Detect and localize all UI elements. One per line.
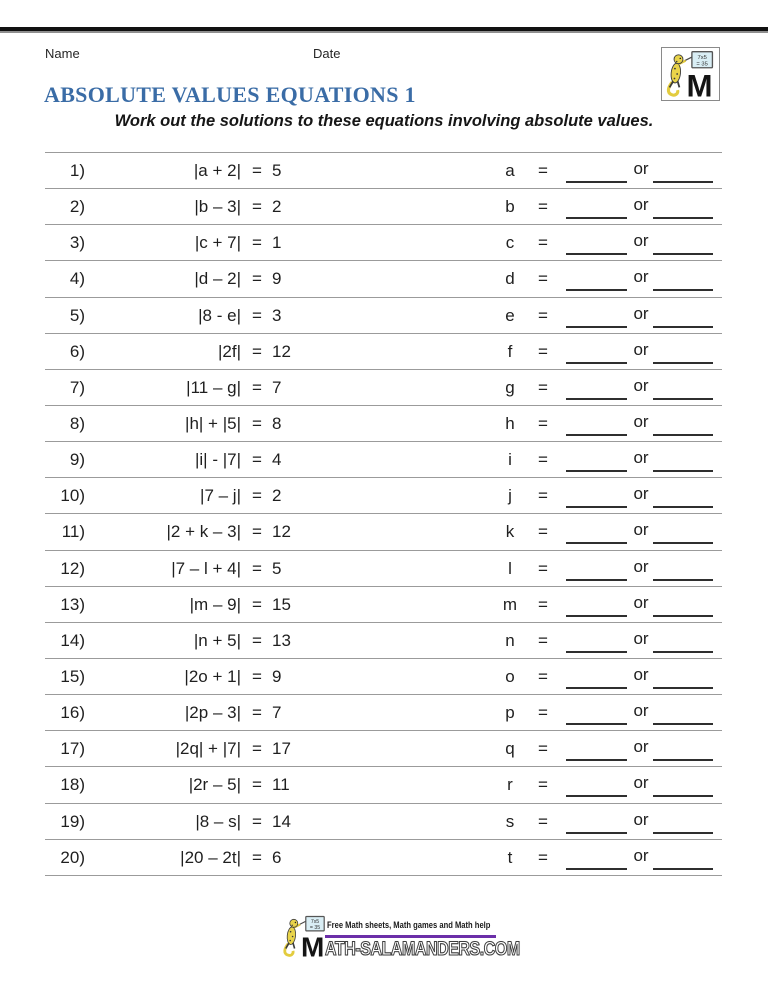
or-label: or	[633, 737, 649, 757]
answer-equals-sign: =	[538, 630, 548, 650]
answer-blank-first	[566, 845, 627, 870]
equation-rhs: 9	[272, 269, 282, 289]
answer-blank-first	[566, 592, 627, 617]
answer-variable: f	[507, 341, 513, 361]
answer-variable: c	[505, 233, 515, 253]
answer-blank-second	[653, 736, 713, 761]
top-divider-rule	[0, 27, 768, 33]
equation-rhs: 2	[272, 197, 282, 217]
answer-blank-second	[653, 772, 713, 797]
answer-blank-first	[566, 194, 627, 219]
answer-blank-second	[653, 700, 713, 725]
or-label: or	[633, 267, 649, 287]
equation-equals-sign: =	[252, 377, 262, 397]
problem-row	[45, 370, 722, 406]
problem-row	[45, 587, 722, 623]
equation-equals-sign: =	[252, 161, 262, 180]
equation-equals-sign: =	[252, 666, 262, 686]
equation-lhs: |8 - e|	[198, 305, 241, 325]
equation-rhs: 7	[272, 377, 282, 397]
problem-number: 9)	[69, 450, 85, 470]
answer-equals-sign: =	[538, 847, 548, 867]
answer-blank-first	[566, 447, 627, 472]
or-label: or	[633, 231, 649, 251]
problem-number: 6)	[69, 341, 85, 361]
problem-row	[45, 406, 722, 442]
answer-variable: k	[505, 522, 515, 542]
or-label: or	[633, 448, 649, 468]
answer-equals-sign: =	[538, 558, 548, 578]
equation-lhs: |m – 9|	[189, 594, 241, 614]
problem-row	[45, 334, 722, 370]
or-label: or	[633, 484, 649, 504]
equation-lhs: |c + 7|	[194, 233, 241, 253]
problem-row	[45, 298, 722, 334]
equation-lhs: |7 – l + 4|	[171, 558, 241, 578]
or-label: or	[633, 303, 649, 323]
answer-equals-sign: =	[538, 341, 548, 361]
equation-equals-sign: =	[252, 630, 262, 650]
problem-number: 7)	[69, 377, 85, 397]
answer-variable: n	[505, 630, 515, 650]
equation-rhs: 13	[272, 630, 291, 650]
answer-equals-sign: =	[538, 413, 548, 433]
answer-variable: r	[507, 775, 513, 795]
answer-blank-second	[653, 628, 713, 653]
answer-blank-second	[653, 266, 713, 291]
name-label: Name	[45, 46, 80, 61]
answer-blank-second	[653, 230, 713, 255]
answer-blank-second	[653, 519, 713, 544]
problem-number: 19)	[60, 811, 85, 831]
equation-equals-sign: =	[252, 486, 262, 506]
problem-number: 4)	[69, 269, 85, 289]
answer-blank-first	[566, 700, 627, 725]
answer-blank-first	[566, 483, 627, 508]
answer-blank-first	[566, 339, 627, 364]
answer-variable: m	[502, 594, 518, 614]
problem-row	[45, 261, 722, 297]
answer-blank-second	[653, 303, 713, 328]
equation-lhs: |a + 2|	[193, 161, 241, 180]
answer-blank-first	[566, 158, 627, 183]
date-label: Date	[313, 46, 341, 61]
equation-equals-sign: =	[252, 269, 262, 289]
answer-variable: t	[507, 847, 513, 867]
problem-row	[45, 442, 722, 478]
answer-variable: b	[505, 197, 515, 217]
equation-rhs: 15	[272, 594, 291, 614]
answer-variable: g	[505, 377, 515, 397]
answer-blank-first	[566, 230, 627, 255]
problem-row	[45, 804, 722, 840]
answer-blank-first	[566, 411, 627, 436]
problem-row	[45, 659, 722, 695]
answer-blank-second	[653, 158, 713, 183]
answer-variable: a	[505, 161, 515, 180]
equation-rhs: 7	[272, 703, 282, 723]
answer-blank-second	[653, 483, 713, 508]
site-logo-icon	[664, 49, 718, 99]
equation-rhs: 3	[272, 305, 282, 325]
footer	[281, 906, 531, 990]
answer-variable: o	[505, 666, 515, 686]
equation-equals-sign: =	[252, 233, 262, 253]
answer-blank-first	[566, 736, 627, 761]
equation-equals-sign: =	[252, 450, 262, 470]
equation-lhs: |b – 3|	[194, 197, 241, 217]
answer-equals-sign: =	[538, 305, 548, 325]
equation-equals-sign: =	[252, 594, 262, 614]
problem-number: 16)	[60, 703, 85, 723]
or-label: or	[633, 195, 649, 215]
problem-row	[45, 695, 722, 731]
answer-blank-second	[653, 411, 713, 436]
answer-blank-second	[653, 339, 713, 364]
answer-blank-second	[653, 664, 713, 689]
equation-equals-sign: =	[252, 413, 262, 433]
problem-row	[45, 551, 722, 587]
problem-number: 14)	[60, 630, 85, 650]
answer-equals-sign: =	[538, 269, 548, 289]
or-label: or	[633, 411, 649, 431]
answer-blank-first	[566, 266, 627, 291]
problem-row	[45, 225, 722, 261]
equation-rhs: 12	[272, 341, 291, 361]
answer-blank-first	[566, 809, 627, 834]
answer-variable: s	[505, 811, 515, 831]
equation-rhs: 5	[272, 558, 282, 578]
equation-equals-sign: =	[252, 703, 262, 723]
problem-row	[45, 840, 722, 876]
answer-equals-sign: =	[538, 450, 548, 470]
answer-equals-sign: =	[538, 161, 548, 180]
answer-equals-sign: =	[538, 666, 548, 686]
or-label: or	[633, 664, 649, 684]
equation-rhs: 2	[272, 486, 282, 506]
equation-lhs: |2o + 1|	[184, 666, 241, 686]
equation-rhs: 1	[272, 233, 282, 253]
or-label: or	[633, 773, 649, 793]
equation-lhs: |8 – s|	[195, 811, 241, 831]
equation-equals-sign: =	[252, 305, 262, 325]
answer-blank-second	[653, 845, 713, 870]
problem-row	[45, 153, 722, 189]
answer-variable: e	[505, 305, 515, 325]
problem-number: 11)	[61, 522, 85, 542]
answer-equals-sign: =	[538, 775, 548, 795]
or-label: or	[633, 556, 649, 576]
equation-lhs: |n + 5|	[193, 630, 241, 650]
answer-variable: h	[505, 413, 515, 433]
equation-rhs: 5	[272, 161, 282, 180]
equation-lhs: |h| + |5|	[185, 413, 241, 433]
answer-blank-second	[653, 809, 713, 834]
answer-equals-sign: =	[538, 739, 548, 759]
or-label: or	[633, 375, 649, 395]
problem-row	[45, 189, 722, 225]
problem-number: 13)	[60, 594, 85, 614]
answer-equals-sign: =	[538, 377, 548, 397]
equation-equals-sign: =	[252, 522, 262, 542]
equation-equals-sign: =	[252, 739, 262, 759]
problem-number: 3)	[69, 233, 85, 253]
problem-row	[45, 731, 722, 767]
answer-blank-second	[653, 375, 713, 400]
equation-rhs: 9	[272, 666, 282, 686]
problem-row	[45, 478, 722, 514]
answer-blank-first	[566, 303, 627, 328]
answer-equals-sign: =	[538, 811, 548, 831]
answer-equals-sign: =	[538, 703, 548, 723]
equation-lhs: |i| - |7|	[194, 450, 241, 470]
equation-rhs: 8	[272, 413, 282, 433]
site-logo-box	[661, 47, 720, 101]
problem-number: 20)	[60, 847, 85, 867]
answer-blank-second	[653, 194, 713, 219]
equation-lhs: |2q| + |7|	[175, 739, 241, 759]
answer-variable: d	[505, 269, 515, 289]
equation-equals-sign: =	[252, 197, 262, 217]
answer-blank-first	[566, 628, 627, 653]
or-label: or	[633, 159, 649, 178]
worksheet-instructions: Work out the solutions to these equations involving absolute values.	[114, 112, 654, 130]
answer-equals-sign: =	[538, 197, 548, 217]
answer-blank-first	[566, 556, 627, 581]
equation-equals-sign: =	[252, 341, 262, 361]
answer-blank-first	[566, 519, 627, 544]
equation-lhs: |2f|	[217, 341, 241, 361]
problem-number: 15)	[60, 666, 85, 686]
answer-variable: i	[508, 450, 512, 470]
problem-number: 8)	[69, 413, 85, 433]
equation-equals-sign: =	[252, 775, 262, 795]
or-label: or	[633, 339, 649, 359]
equation-lhs: |2p – 3|	[184, 703, 241, 723]
equation-equals-sign: =	[252, 558, 262, 578]
page-title: ABSOLUTE VALUES EQUATIONS 1	[44, 82, 416, 107]
equation-equals-sign: =	[252, 811, 262, 831]
answer-blank-second	[653, 556, 713, 581]
or-label: or	[633, 520, 649, 540]
problems-table	[45, 152, 722, 876]
equation-lhs: |d – 2|	[194, 269, 241, 289]
answer-variable: j	[508, 486, 512, 506]
or-label: or	[633, 592, 649, 612]
or-label: or	[633, 701, 649, 721]
equation-lhs: |7 – j|	[200, 486, 241, 506]
answer-equals-sign: =	[538, 233, 548, 253]
answer-blank-second	[653, 447, 713, 472]
problem-row	[45, 514, 722, 550]
answer-blank-first	[566, 664, 627, 689]
answer-variable: q	[505, 739, 515, 759]
equation-equals-sign: =	[252, 847, 262, 867]
problem-row	[45, 623, 722, 659]
footer-logo-icon	[281, 914, 329, 959]
problem-number: 5)	[69, 305, 85, 325]
answer-equals-sign: =	[538, 594, 548, 614]
equation-rhs: 6	[272, 847, 282, 867]
equation-rhs: 4	[272, 450, 282, 470]
answer-equals-sign: =	[538, 486, 548, 506]
equation-lhs: |2 + k – 3|	[166, 522, 241, 542]
or-label: or	[633, 809, 649, 829]
answer-blank-first	[566, 375, 627, 400]
footer-purple-underline	[325, 935, 496, 938]
answer-variable: l	[508, 558, 512, 578]
answer-blank-second	[653, 592, 713, 617]
footer-tagline: Free Math sheets, Math games and Math help	[327, 920, 491, 931]
equation-lhs: |2r – 5|	[188, 775, 241, 795]
equation-rhs: 17	[272, 739, 291, 759]
problem-number: 1)	[69, 161, 85, 180]
problem-number: 10)	[60, 486, 85, 506]
problem-number: 2)	[69, 197, 85, 217]
equation-rhs: 11	[272, 775, 290, 795]
problem-number: 17)	[60, 739, 85, 759]
problem-number: 12)	[60, 558, 85, 578]
equation-rhs: 12	[272, 522, 291, 542]
equation-lhs: |11 – g|	[186, 377, 241, 397]
problem-number: 18)	[60, 775, 85, 795]
answer-blank-first	[566, 772, 627, 797]
problem-row	[45, 767, 722, 803]
or-label: or	[633, 628, 649, 648]
answer-equals-sign: =	[538, 522, 548, 542]
footer-wordmark: ATH-SALAMANDERS.COM	[325, 939, 520, 960]
equation-rhs: 14	[272, 811, 291, 831]
answer-variable: p	[505, 703, 515, 723]
equation-lhs: |20 – 2t|	[180, 847, 241, 867]
or-label: or	[633, 845, 649, 865]
